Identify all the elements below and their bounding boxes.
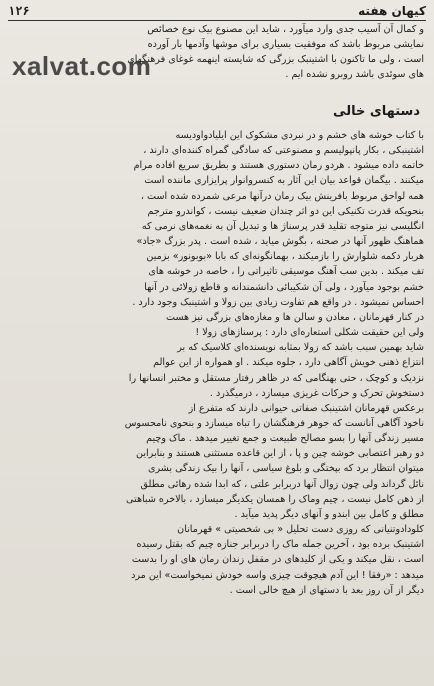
text-line: است ، نقل میکند و یکی از کلیدهای در مقفل زندان رمان های او را بدست (131, 554, 424, 566)
text-line: میتوان انتظار برد که بپختگی و بلوغ سیاسی ، آنها را بیک زندگی بشری (147, 463, 424, 475)
text-line: میدهد : «رفقا ! این آدم هیچوقت چیزی واسه خودش نمیخواست» این مرد (131, 569, 424, 581)
text-line: انگلیسی نیز متوجه تقلید قدر پرسناژ ها و تبدیل آن به نغمه‌های نرمی که (141, 220, 424, 232)
text-line: دستخوش تحرک و حرکات غریزی میسازد ، درمیگذرد . (209, 387, 424, 399)
text-line: و کمال آن آسیب جدی وارد میآورد ، شاید این مصنوع بیک نوع خصائص (147, 24, 424, 35)
text-line: خشم بوجود میآورد ، ولی آن شکیبائی دانشمندانه و قاطع زولائی در آنها (144, 281, 424, 293)
text-line: شاید بهمین سبب باشد که زولا بمثابه نویسنده‌ای کلاسیک که بر (177, 342, 424, 354)
text-line: هربار دکمه شلوارش را بازمیکند ، بهمانگونه‌ای که بابا «بوبونور» بزمین (146, 251, 424, 263)
text-line: برعکس قهرمانان اشتینبک صفاتی حیوانی دارند که متفرع از (188, 402, 424, 414)
text-line: احساس نمیشود . در واقع هم تفاوت زیادی بین زولا و اشتینبک وجود دارد . (132, 296, 424, 308)
text-line: انتزاع ذهنی خویش آگاهی دارد ، جلوه میکند . او همواره از این عوالم (153, 357, 424, 369)
text-line: ولی این حقیقت شکلی استعاره‌ای دارد : پرسناژهای زولا ! (195, 327, 424, 339)
text-line: مسیر زندگی آنها را بسو مصالح طبیعت و جمع تغییر میدهد . ماک وچیم (146, 433, 424, 445)
text-line: تف میکند . بدین سب آهنگ موسیقی تاثیراتی را ، خاصه در خوشه های (148, 266, 424, 278)
text-line: کلودادوتنیانی که روزی دست تحلیل « بی شخصیتی » قهرمانان (177, 524, 424, 536)
watermark-text: xalvat.com (12, 51, 152, 81)
text-line: دو رهبر اعتصابی خوشه چین و پا ، از این قاعده مستثنی هستند و بنابراین (136, 448, 424, 460)
section-title: دستهای خالی (333, 104, 420, 119)
text-line: از ذهن کامل نیست ، چیم وماک را همسان یکدیگر میسازد ، بالاخره شباهتی (126, 493, 424, 505)
text-line: میکنند . بیگمان قواعد بیان این آثار به کنسروانوار پرایزاری ماننده است (144, 175, 424, 187)
text-line: بنحویکه قدرت تکنیکی این دو اثر چندان ضعیف نیست ، کواندرو مترجم (147, 205, 424, 217)
text-line: مطلق و کامل بین ابندو و آنهای دیگر پدید میآید . (234, 508, 424, 520)
text-line: همه لواحق مربوط بافرینش بیک رمان درآنها مرعی شمرده شده است ، (140, 190, 424, 202)
page-number: ۱۲۶ (8, 4, 30, 18)
page-header (8, 2, 426, 21)
magazine-title: کیهان هفته (358, 4, 426, 18)
text-line: ناخود آگاهی آنانست که جوهر فرهنگشان را تباه میسازد و بنحوی نامحسوس (124, 417, 424, 429)
text-line: های سوئدی باشد روبرو نشده ایم . (285, 69, 424, 81)
article-body (12, 128, 424, 598)
text-line: است ، ولی ما تاکنون با اشتینبک بزرگی که شایسته اینهمه غوغای فرهنگهای (127, 54, 424, 66)
text-line: نزدیک و کوچک ، حتی بهنگامی که در ظاهر رفتار مستقل و مختبر انسانها را (128, 372, 424, 384)
text-line: اشتینبک برده بود ، آخرین جمله ماک را دربرابر جنازه چیم که بقتل رسیده (136, 539, 424, 551)
text-line: نائل گرداند ولی چون زوال آنها دربرابر علتی ، که ابدا شده رهائی مطلق (140, 478, 424, 490)
text-line: نمایشی مربوط باشد که موفقیت بسیاری برای موشها وآدمها بار آورده (147, 39, 424, 51)
text-line: هماهنگ ظهور آنها در صحنه ، بگوش میاید ، شده است . پدر بزرگ «جاد» (136, 236, 424, 248)
text-line: اشتینبکی ، بکار پانپولیسم و مصنوعتی که سادگی گمراه کننده‌ای دارند ، (143, 145, 424, 157)
text-line: در کنار قهرمانان ، معادن و سالن ها و مغازه‌های بزرگی نیز هست (166, 311, 424, 323)
text-line: خاتمه داده میشود . هردو رمان دستوری هستند و بطریق سریع افاده مرام (133, 160, 424, 172)
text-line: دیگر از آن روز بعد با دستهای از هیچ خالی است . (229, 584, 424, 596)
text-line: با کتاب خوشه های خشم و در نبردی مشکوک این ایلیادواودیسه (175, 130, 424, 141)
